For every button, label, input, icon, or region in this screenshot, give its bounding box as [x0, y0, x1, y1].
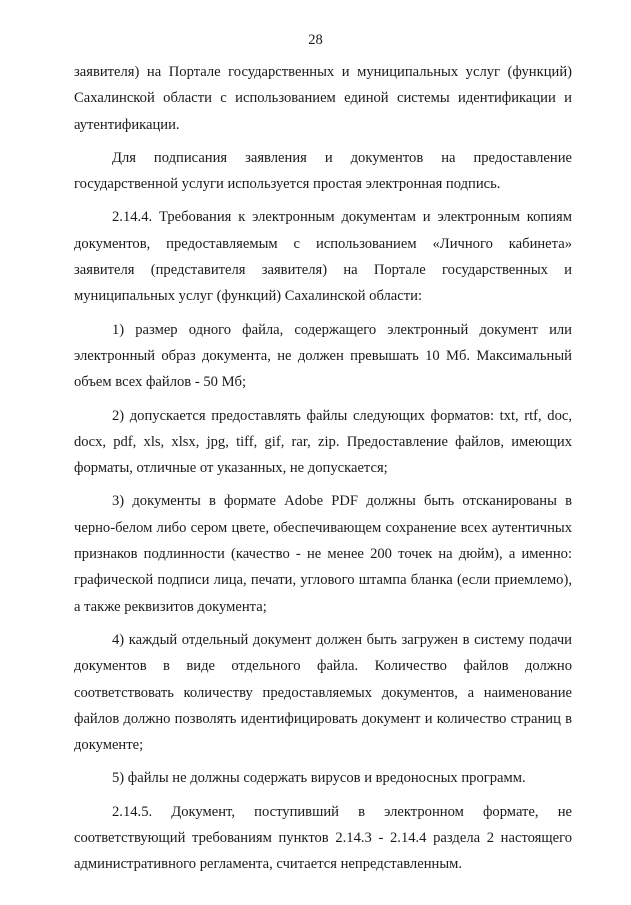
paragraph-signature: Для подписания заявления и документов на предоставление государственной услуги используется простая электронная подпись. [74, 149, 572, 193]
document-body [74, 59, 572, 878]
paragraph-2-14-5: 2.14.5. Документ, поступивший в электронном формате, не соответствующий требованиям пунктов 2.14.3 - 2.14.4 раздела 2 настоящего административного регламента, считается непредставленным. [74, 803, 572, 873]
page-number: 28 [308, 32, 323, 48]
list-item-1: 1) размер одного файла, содержащего электронный документ или электронный образ документа, не должен превышать 10 Мб. Максимальный объем всех файлов - 50 Мб; [74, 321, 572, 391]
list-item-2: 2) допускается предоставлять файлы следующих форматов: txt, rtf, doc, docx, pdf, xls, xlsx, jpg, tiff, gif, rar, zip. Предоставление файлов, имеющих форматы, отличные от указанных, не допускается; [74, 407, 572, 477]
paragraph-2-14-4: 2.14.4. Требования к электронным документам и электронным копиям документов, предоставляемым с использованием «Личного кабинета» заявителя (представителя заявителя) на Портале государственных и муниципальных услуг (функций) Сахалинской области: [74, 209, 572, 305]
list-item-3: 3) документы в формате Adobe PDF должны быть отсканированы в черно-белом либо сером цвете, обеспечивающем сохранение всех аутентичных признаков подлинности (качество - не менее 200 точек на дюйм), а именно: графической подписи лица, печати, углового штампа бланка (если приемлемо), а также реквизитов документа; [74, 493, 572, 615]
paragraph-continuation: заявителя) на Портале государственных и муниципальных услуг (функций) Сахалинской области с использованием единой системы идентификации и аутентификации. [74, 64, 572, 133]
list-item-4: 4) каждый отдельный документ должен быть загружен в систему подачи документов в виде отдельного файла. Количество файлов должно соответствовать количеству предоставляемых документов, а наименование файлов должно позволять идентифицировать документ и количество страниц в документе; [74, 631, 572, 754]
list-item-5: 5) файлы не должны содержать вирусов и вредоносных программ. [112, 770, 526, 787]
